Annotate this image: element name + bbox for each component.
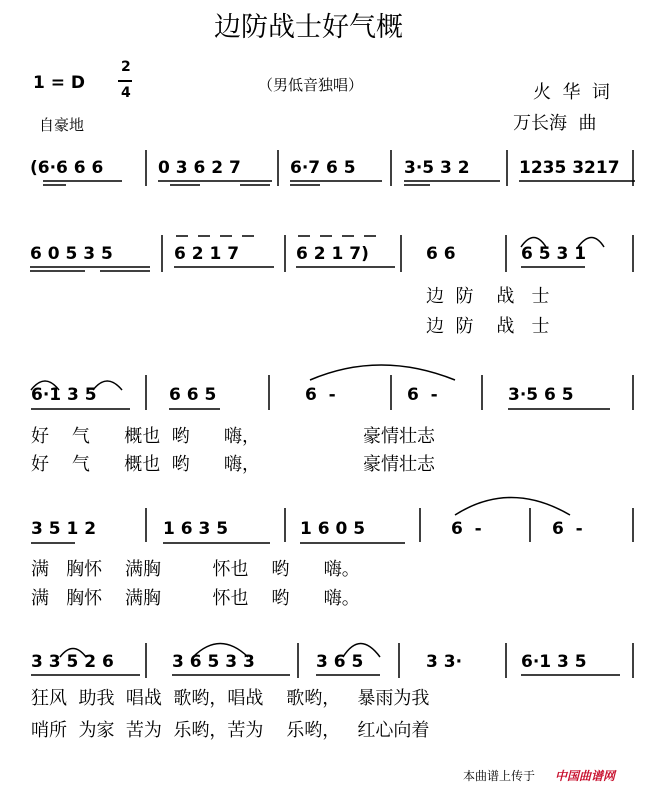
slur (521, 238, 604, 248)
bar-text: 6 5 3 1 (521, 244, 587, 264)
bar-text: (6·6 6 6 (30, 158, 104, 178)
lyric-verse-2: 好 气 概也 哟 嗨， 豪情壮志 (31, 454, 435, 475)
lyric-verse-1: 好 气 概也 哟 嗨， 豪情壮志 (31, 426, 435, 447)
bar-text: 6·1 3 5 (31, 385, 97, 405)
bar-text: 6 0 5 3 5 (30, 244, 113, 264)
lyricist-credit: 火 华 词 (533, 82, 610, 103)
lyric-verse-1: 边 防 战 士 (426, 286, 550, 307)
bar-text: 6 - (407, 385, 438, 405)
lyric-verse-1: 满 胸怀 满胸 怀也 哟 嗨。 (31, 559, 360, 580)
slur (60, 644, 380, 658)
bar-text: 3 6 5 (316, 652, 364, 672)
bar-text: 1 6 3 5 (163, 519, 229, 539)
bar-line (146, 508, 633, 542)
tempo-marking: 自豪地 (39, 116, 85, 134)
song-title: 边防战士好气概 (214, 12, 403, 43)
bar-text: 6 - (305, 385, 336, 405)
footer-site-logo: 中国曲谱网 (555, 769, 616, 783)
bar-line (146, 643, 633, 678)
footer-uploaded-label: 本曲谱上传于 (463, 769, 536, 783)
bar-text: 6·7 6 5 (290, 158, 356, 178)
bar-text: 1 6 0 5 (300, 519, 366, 539)
bar-text: 6 2 1 7) (296, 244, 369, 264)
bar-line (146, 375, 633, 410)
bar-text: 6·1 3 5 (521, 652, 587, 672)
time-signature-top: 2 (121, 59, 131, 75)
bar-text: 6 6 5 (169, 385, 217, 405)
lyric-verse-2: 边 防 战 士 (426, 316, 550, 337)
lyric-verse-2: 满 胸怀 满胸 怀也 哟 嗨。 (31, 588, 360, 609)
composer-credit: 万长海 曲 (513, 113, 597, 134)
bar-text: 3·5 3 2 (404, 158, 470, 178)
bar-text: 3 3· (426, 652, 463, 672)
time-signature-bottom: 4 (121, 85, 131, 101)
bar-text: 6 6 (426, 244, 456, 264)
lyric-verse-1: 狂风 助我 唱战 歌哟，唱战 歌哟， 暴雨为我 (31, 688, 430, 709)
bar-text: 3 3 5 2 6 (31, 652, 114, 672)
slur (455, 498, 570, 516)
bar-text: 3 5 1 2 (31, 519, 97, 539)
key-signature: 1 = D (33, 73, 86, 93)
bar-text: 6 2 1 7 (174, 244, 240, 264)
bar-text: 3 6 5 3 3 (172, 652, 255, 672)
lyric-verse-2: 哨所 为家 苦为 乐哟，苦为 乐哟， 红心向着 (31, 720, 430, 741)
bar-text: 6 - (451, 519, 482, 539)
bar-text: 1235 3217 (519, 158, 620, 178)
performance-note: （男低音独唱） (258, 76, 364, 94)
bar-text: 6 - (552, 519, 583, 539)
bar-text: 0 3 6 2 7 (158, 158, 241, 178)
bar-text: 3·5 6 5 (508, 385, 574, 405)
